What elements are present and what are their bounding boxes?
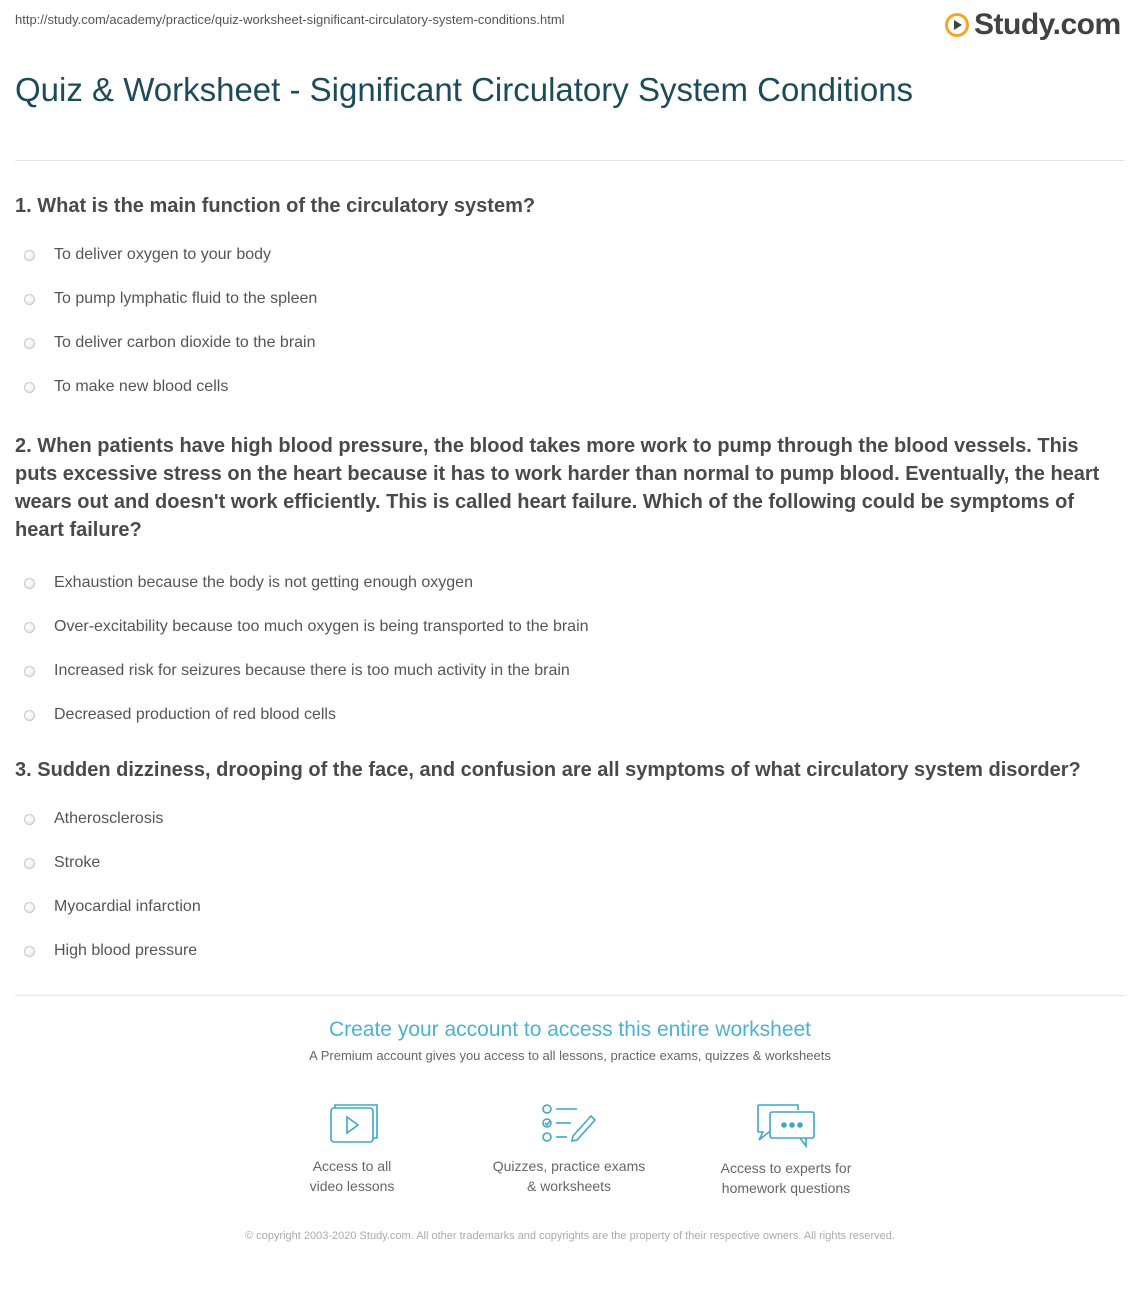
title-divider: [15, 160, 1125, 161]
answer-option[interactable]: [15, 841, 1115, 885]
answer-label: High blood pressure: [54, 942, 198, 959]
answer-option[interactable]: [15, 797, 1115, 841]
answer-option[interactable]: [15, 321, 1115, 365]
radio-button[interactable]: [24, 710, 35, 721]
answer-list: [15, 233, 1115, 409]
feature-line-1: Access to all: [312, 1158, 392, 1174]
answer-label: Myocardial infarction: [54, 898, 201, 915]
radio-button[interactable]: [24, 946, 35, 957]
cta-divider: [15, 995, 1125, 996]
answer-label: Exhaustion because the body is not getting enough oxygen: [54, 574, 473, 591]
feature-line-2: homework questions: [721, 1180, 851, 1196]
page-title: Quiz & Worksheet - Significant Circulatory System Conditions: [15, 71, 914, 108]
question-text: 2. When patients have high blood pressure, the blood takes more work to pump through the blood vessels. This puts excessive stress on the heart because it has to work harder than normal to pump blood. Eventually, the heart wears out and doesn't work efficiently. This is called heart failure. Which of the following could be symptoms of heart failure?: [15, 435, 1100, 541]
answer-label: Over-excitability because too much oxygen is being transported to the brain: [54, 618, 589, 635]
video-lessons-icon: [326, 1102, 378, 1146]
radio-button[interactable]: [24, 902, 35, 913]
question-1: [15, 192, 1115, 409]
answer-option[interactable]: [15, 277, 1115, 321]
answer-option[interactable]: [15, 605, 1115, 649]
answer-label: To make new blood cells: [54, 378, 229, 395]
radio-button[interactable]: [24, 858, 35, 869]
answer-option[interactable]: [15, 233, 1115, 277]
quiz-checklist-icon: [541, 1102, 597, 1146]
answer-option[interactable]: [15, 561, 1115, 605]
radio-button[interactable]: [24, 666, 35, 677]
cta-title[interactable]: Create your account to access this entire worksheet: [328, 1018, 812, 1041]
radio-button[interactable]: [24, 250, 35, 261]
feature-line-1: Access to experts for: [720, 1160, 852, 1176]
radio-button[interactable]: [24, 578, 35, 589]
feature-video-lessons: [252, 1102, 452, 1196]
question-3: [15, 756, 1115, 973]
signup-cta: [0, 1018, 1140, 1063]
answer-option[interactable]: [15, 885, 1115, 929]
answer-list: [15, 797, 1115, 973]
answer-label: Stroke: [54, 854, 101, 871]
radio-button[interactable]: [24, 294, 35, 305]
answer-option[interactable]: [15, 929, 1115, 973]
feature-line-1: Quizzes, practice exams: [492, 1158, 646, 1174]
answer-label: To deliver oxygen to your body: [54, 246, 272, 263]
feature-experts: [686, 1102, 886, 1198]
chat-bubbles-icon: [754, 1102, 818, 1148]
question-text: 1. What is the main function of the circulatory system?: [15, 195, 536, 217]
answer-list: [15, 561, 1115, 737]
answer-label: Decreased production of red blood cells: [54, 706, 336, 723]
answer-option[interactable]: [15, 649, 1115, 693]
cta-subtitle: A Premium account gives you access to all lessons, practice exams, quizzes & worksheets: [309, 1048, 831, 1063]
feature-line-2: & worksheets: [526, 1178, 612, 1194]
radio-button[interactable]: [24, 382, 35, 393]
answer-label: To pump lymphatic fluid to the spleen: [54, 290, 318, 307]
copyright-footer: © copyright 2003-2020 Study.com. All other trademarks and copyrights are the property of their respective owners. All rights reserved.: [245, 1230, 895, 1242]
answer-label: To deliver carbon dioxide to the brain: [54, 334, 316, 351]
study-logo[interactable]: [944, 8, 1121, 42]
answer-label: Increased risk for seizures because there is too much activity in the brain: [54, 662, 570, 679]
logo-text: Study.com: [974, 8, 1121, 41]
feature-quizzes: [469, 1102, 669, 1196]
answer-label: Atherosclerosis: [54, 810, 164, 827]
page-url: http://study.com/academy/practice/quiz-worksheet-significant-circulatory-system-conditions.html: [15, 12, 565, 27]
radio-button[interactable]: [24, 622, 35, 633]
question-text: 3. Sudden dizziness, drooping of the face, and confusion are all symptoms of what circulatory system disorder?: [15, 759, 1081, 781]
answer-option[interactable]: [15, 365, 1115, 409]
radio-button[interactable]: [24, 814, 35, 825]
radio-button[interactable]: [24, 338, 35, 349]
play-circle-icon: [944, 12, 970, 38]
answer-option[interactable]: [15, 693, 1115, 737]
feature-line-2: video lessons: [309, 1178, 395, 1194]
question-2: [15, 432, 1115, 737]
